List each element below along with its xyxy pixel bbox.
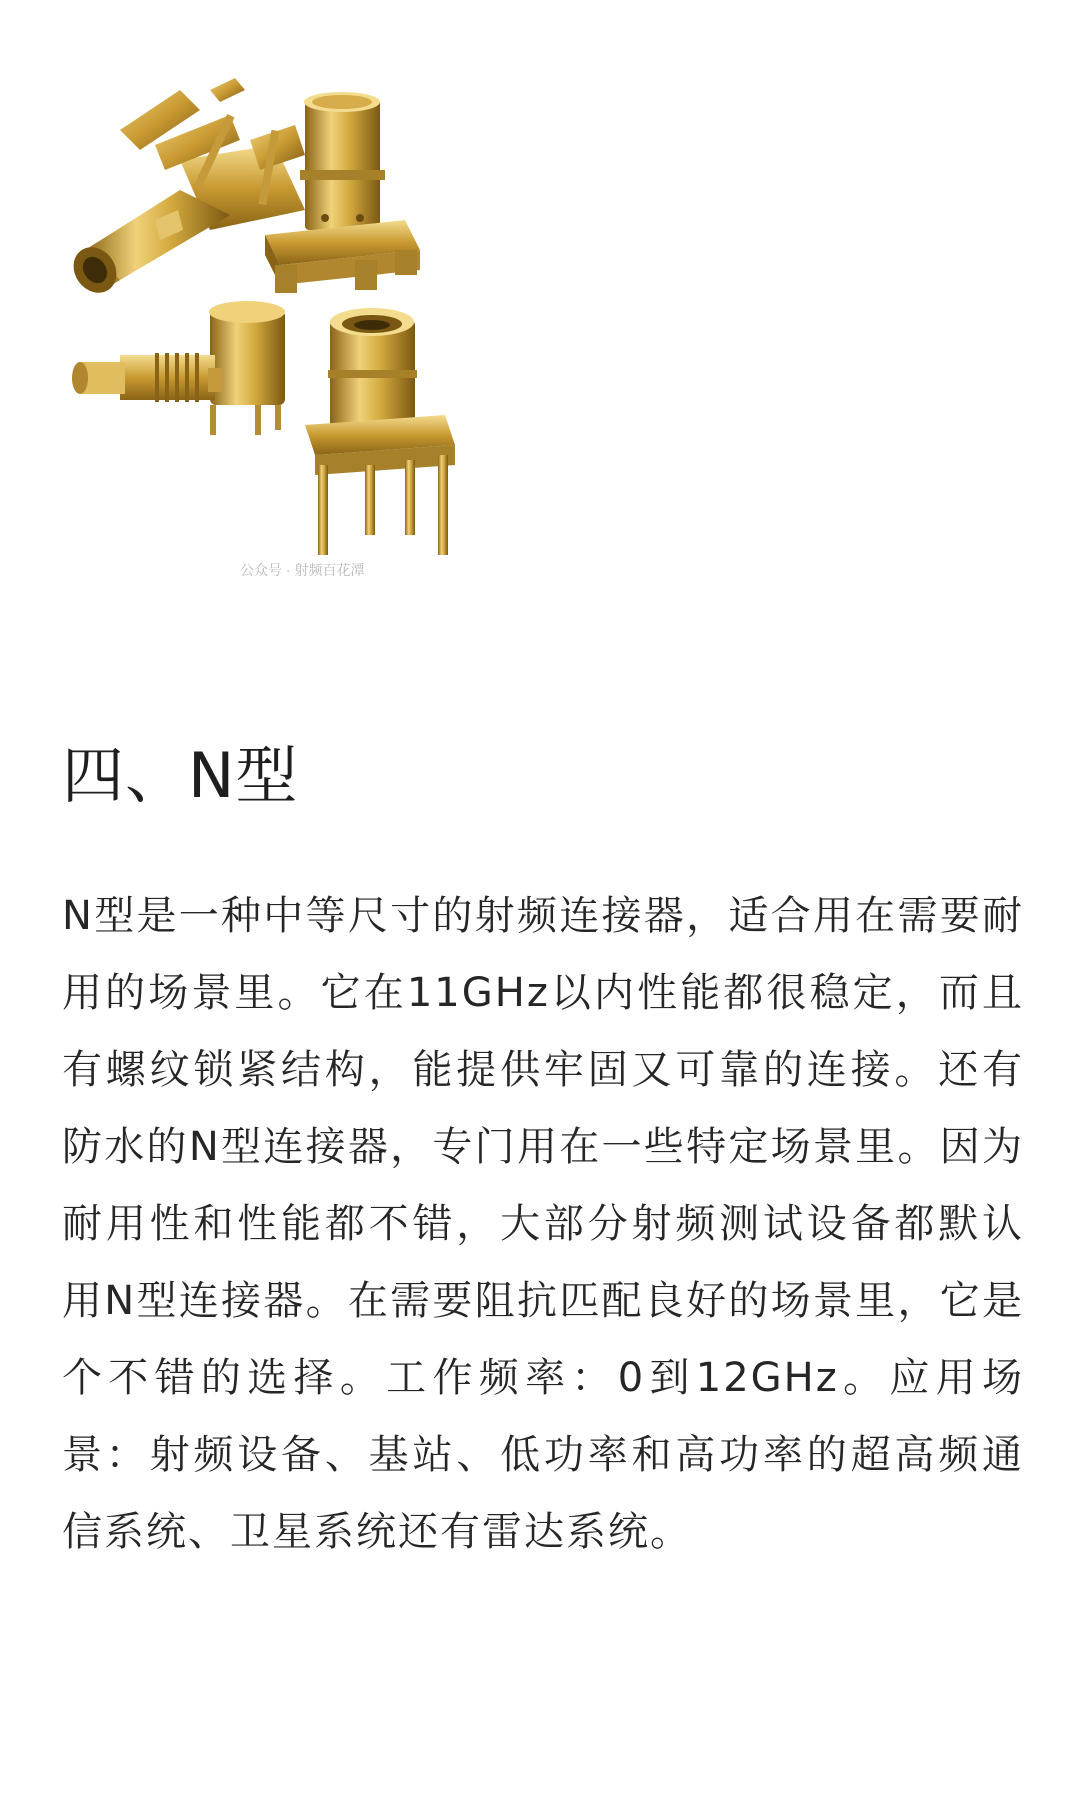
connector-product-image — [60, 70, 530, 580]
section-body-paragraph: N型是一种中等尺寸的射频连接器，适合用在需要耐用的场景里。它在11GHz以内性能都很稳定，而且有螺纹锁紧结构，能提供牢固又可靠的连接。还有防水的N型连接器，专门用在一些特定场景里。因为耐用性和性能都不错，大部分射频测试设备都默认用N型连接器。在需要阻抗匹配良好的场景里，它是个不错的选择。工作频率：0到12GHz。应用场景：射频设备、基站、低功率和高功率的超高频通信系统、卫星系统还有雷达系统。 — [62, 893, 1024, 1555]
connector-threaded-right-angle — [72, 301, 285, 435]
rf-connectors-illustration — [60, 70, 530, 580]
section-heading: 四、N型 — [62, 739, 299, 812]
connector-right-angle-pcb — [65, 78, 305, 301]
connector-vertical-through-hole — [305, 308, 455, 555]
image-watermark: 公众号 · 射频百花潭 — [240, 562, 365, 578]
